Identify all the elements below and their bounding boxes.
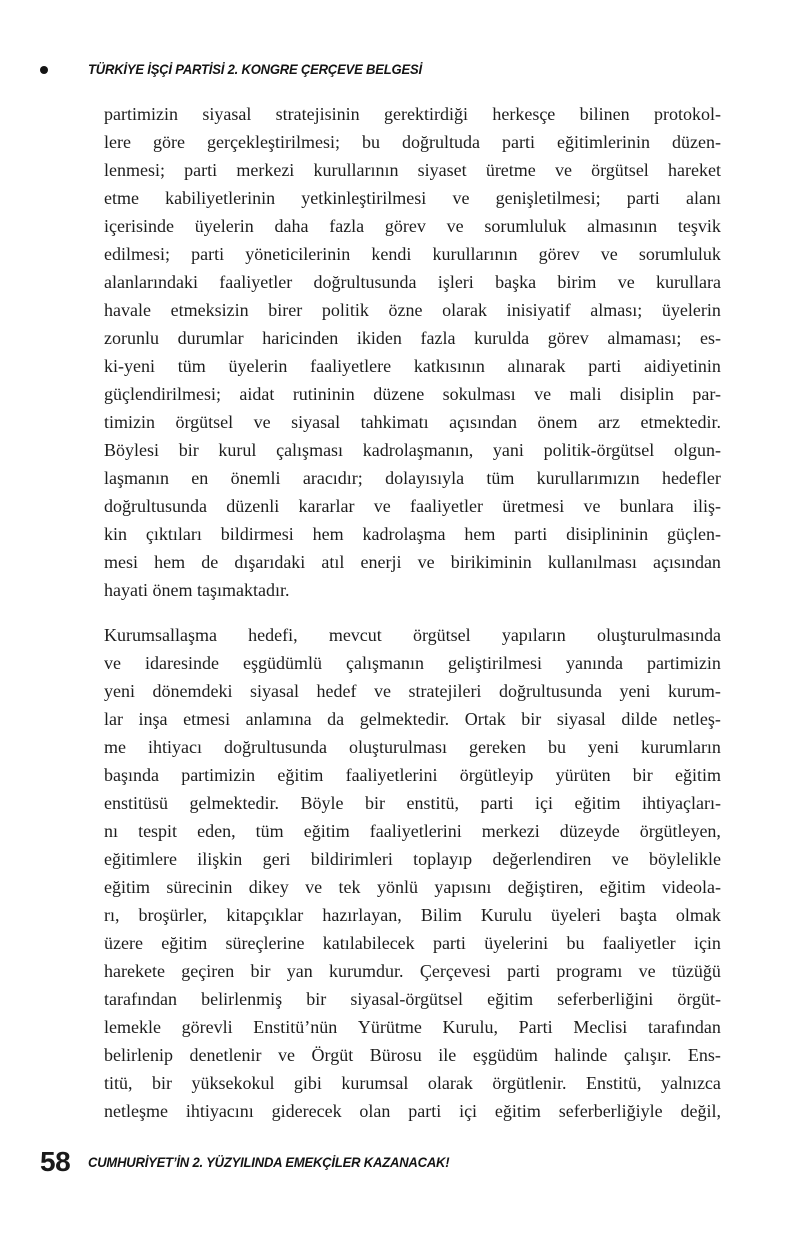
text-line: timizin örgütsel ve siyasal tahkimatı açısından önem arz etmektedir. [104, 412, 721, 432]
running-header [40, 61, 758, 77]
text-line: lar inşa etmesi anlamına da gelmektedir. Ortak bir siyasal dilde netleş- [104, 709, 721, 729]
bullet-icon [40, 66, 48, 74]
text-line: Kurumsallaşma hedefi, mevcut örgütsel yapıların oluşturulmasında [104, 625, 721, 645]
page-footer [40, 1148, 768, 1176]
text-line: içerisinde üyelerin daha fazla görev ve sorumluluk almasının teşvik [104, 216, 721, 236]
text-line: rı, broşürler, kitapçıklar hazırlayan, Bilim Kurulu üyeleri başta olmak [104, 905, 721, 925]
footer-slogan: CUMHURİYET’İN 2. YÜZYILINDA EMEKÇİLER KAZANACAK! [88, 1154, 450, 1170]
text-line: laşmanın en önemli aracıdır; dolayısıyla tüm kurullarımızın hedefler [104, 468, 721, 488]
text-line: belirlenip denetlenir ve Örgüt Bürosu ile eşgüdüm halinde çalışır. Ens- [104, 1045, 721, 1065]
text-line: edilmesi; parti yöneticilerinin kendi kurullarının görev ve sorumluluk [104, 244, 721, 264]
text-line: etme kabiliyetlerinin yetkinleştirilmesi ve genişletilmesi; parti alanı [104, 188, 721, 208]
page-number: 58 [40, 1146, 71, 1177]
text-line: mesi hem de dışarıdaki atıl enerji ve birikiminin kullanılması açısından [104, 552, 721, 572]
text-line: başında partimizin eğitim faaliyetlerini örgütleyip yürüten bir eğitim [104, 765, 721, 785]
paragraph [104, 100, 721, 604]
text-line: titü, bir yüksekokul gibi kurumsal olarak örgütlenir. Enstitü, yalnızca [104, 1073, 721, 1093]
page-body [104, 100, 721, 1142]
text-line: Böylesi bir kurul çalışması kadrolaşmanın, yani politik-örgütsel olgun- [104, 440, 721, 460]
text-line: kin çıktıları bildirmesi hem kadrolaşma hem parti disiplininin güçlen- [104, 524, 721, 544]
text-line: me ihtiyacı doğrultusunda oluşturulması gereken bu yeni kurumların [104, 737, 721, 757]
text-line: doğrultusunda düzenli kararlar ve faaliyetler üretmesi ve bunlara iliş- [104, 496, 721, 516]
text-line: enstitüsü gelmektedir. Böyle bir enstitü, parti içi eğitim ihtiyaçları- [104, 793, 721, 813]
text-line: partimizin siyasal stratejisinin gerektirdiği herkesçe bilinen protokol- [104, 104, 721, 124]
text-line: yeni dönemdeki siyasal hedef ve stratejileri doğrultusunda yeni kurum- [104, 681, 721, 701]
text-line: eğitim sürecinin dikey ve tek yönlü yapısını değiştiren, eğitim videola- [104, 877, 721, 897]
text-line: netleşme ihtiyacını giderecek olan parti içi eğitim seferberliğiyle değil, [104, 1101, 721, 1121]
paragraph [104, 621, 721, 1125]
text-line: hayati önem taşımaktadır. [104, 580, 290, 600]
text-line: tarafından belirlenmiş bir siyasal-örgütsel eğitim seferberliğini örgüt- [104, 989, 721, 1009]
text-line: eğitimlere ilişkin geri bildirimleri toplayıp değerlendiren ve böylelikle [104, 849, 721, 869]
text-line: harekete geçiren bir yan kurumdur. Çerçevesi parti programı ve tüzüğü [104, 961, 721, 981]
text-line: alanlarındaki faaliyetler doğrultusunda işleri başka birim ve kurullara [104, 272, 721, 292]
text-line: lere göre gerçekleştirilmesi; bu doğrultuda parti eğitimlerinin düzen- [104, 132, 721, 152]
text-line: lenmesi; parti merkezi kurullarının siyaset üretme ve örgütsel hareket [104, 160, 721, 180]
text-line: güçlendirilmesi; aidat rutininin düzene sokulması ve mali disiplin par- [104, 384, 721, 404]
text-line: ki-yeni tüm üyelerin faaliyetlere katkısının alınarak parti aidiyetinin [104, 356, 721, 376]
text-line: ve idaresinde eşgüdümlü çalışmanın geliştirilmesi yanında partimizin [104, 653, 721, 673]
text-line: zorunlu durumlar haricinden ikiden fazla kurulda görev almaması; es- [104, 328, 721, 348]
text-line: nı tespit eden, tüm eğitim faaliyetlerini merkezi düzeyde örgütleyen, [104, 821, 721, 841]
running-header-title: TÜRKİYE İŞÇİ PARTİSİ 2. KONGRE ÇERÇEVE BELGESİ [88, 61, 422, 77]
text-line: üzere eğitim süreçlerine katılabilecek parti üyelerini bu faaliyetler için [104, 933, 721, 953]
text-line: havale etmeksizin birer politik özne olarak inisiyatif alması; üyelerin [104, 300, 721, 320]
text-line: lemekle görevli Enstitü’nün Yürütme Kurulu, Parti Meclisi tarafından [104, 1017, 721, 1037]
